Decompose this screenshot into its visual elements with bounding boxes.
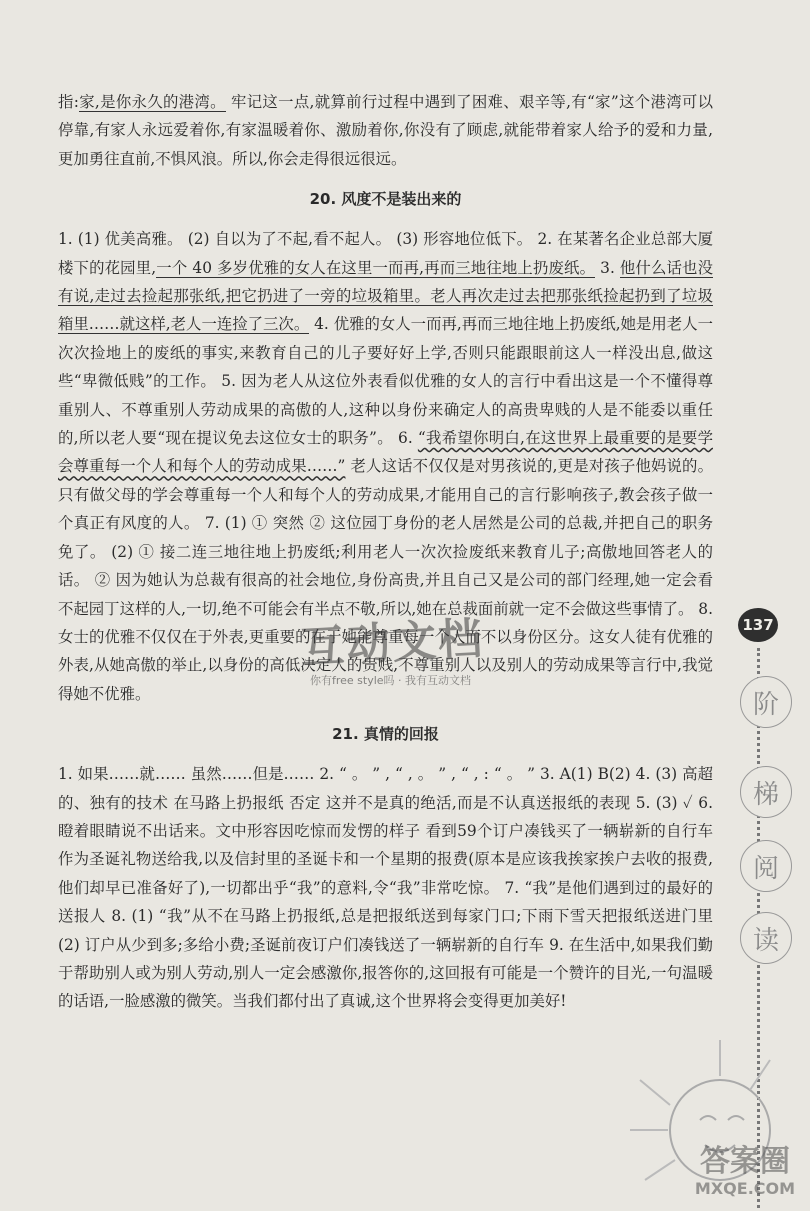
page-body (58, 88, 713, 1016)
intro-rest: 牢记这一点,就算前行过程中遇到了困难、艰辛等,有“家”这个港湾可以停靠,有家人永远爱着你,有家温暖着你、激励着你,你没有了顾虑,就能带着家人给予的爱和力量,更加勇往直前,不惧风浪。所以,你会走得很远很远。 (58, 93, 714, 168)
side-label-2: 梯 (740, 766, 792, 818)
intro-prefix: 指: (58, 93, 79, 111)
s20-underline-2: 他什么话也没有说,走过去捡起那张纸,把它扔进了一旁的垃圾箱里。老人再次走过去把那张纸捡起扔到了垃圾箱里……就这样,老人一连捡了三次。 (58, 258, 713, 334)
watermark: 互动文档 (299, 613, 486, 674)
s20-underline-1: 一个 40 多岁优雅的女人在这里一而再,再而三地往地上扔废纸。 (156, 258, 596, 277)
page-number: 137 (738, 608, 778, 642)
side-label-3: 阅 (740, 840, 792, 892)
watermark-caption: 你有free style吗 · 我有互动文档 (310, 674, 472, 687)
s20-part-1: 1. (1) 优美高雅。 (2) 自以为了不起,看不起人。 (3) 形容地位低下。 2. 在某著名企业总部大厦楼下的花园里, (58, 230, 713, 277)
intro-underlined: 家,是你永久的港湾。 (78, 93, 226, 111)
section-21-title: 21. 真情的回报 (332, 725, 439, 744)
corner-logo-text: 答案圈 (700, 1144, 790, 1179)
side-label-1: 阶 (740, 676, 792, 728)
section-21-answers: 1. 如果……就…… 虽然……但是…… 2. “ 。 ” , “ , 。 ” , “ , : “ 。 ” 3. A(1) B(2) 4. (3) 高超的、独有的技术 在马路上扔报纸 否定 这并不是真的绝活,而是不认真送报纸的表现 5. (3) ✓ 6. 瞪着眼睛说不出话来。文中形容因吃惊而发愣的样子 看到59个订户凑钱买了一辆崭新的自行车作为圣诞礼物送给我,以及信封里的圣诞卡和一个星期的报费(原本是应该我挨家挨户去收的报费,他们却早已准备好了),一切都出乎“我”的意料,令“我”非常吃惊。 7. “我”是他们遇到过的最好的送报人 8. (1) “我”从不在马路上扔报纸,总是把报纸送到每家门口;下雨下雪天把报纸送进门里 (2) 订户从少到多;多给小费;圣诞前夜订户们凑钱送了一辆崭新的自行车 9. 在生活中,如果我们勤于帮助别人或为别人劳动,别人一定会感激你,报答你的,这回报有可能是一个赞许的目光,一句温暖的话语,一脸感激的微笑。当我们都付出了真诚,这个世界将会变得更加美好! (58, 765, 713, 1011)
s20-part-4: 老人这话不仅仅是对男孩说的,更是对孩子他妈说的。只有做父母的学会尊重每一个人和每个人的劳动成果,才能用自己的言行影响孩子,教会孩子做一个真正有风度的人。 7. (1) ① 突然 ② 这位园丁身份的老人居然是公司的总裁,并把自己的职务免了。 (2) ① 接二连三地往地上扔废纸;利用老人一次次捡废纸来教育儿子;高傲地回答老人的话。 ② 因为她认为总裁有很高的社会地位,身份高贵,并且自己又是公司的部门经理,她一定会看不起园丁这样的人,一切,绝不可能会有半点不敬,所以,她在总裁面前就一定不会做这些事情了。 8. 女士的优雅不仅仅在于外表,更重要的在于她能尊重每一个人而不以身份区分。这女人徒有优雅的外表,从她高傲的举止,以身份的高低决定人的贵贱,不尊重别人以及别人的劳动成果等言行中,我觉得她不优雅。 (58, 457, 713, 703)
s20-part-2: 3. (595, 258, 620, 277)
side-label-4: 读 (740, 912, 792, 964)
corner-logo-url: MXQE.COM (694, 1179, 796, 1198)
corner-logo (690, 1145, 800, 1205)
intro-paragraph (58, 88, 713, 173)
section-20-title: 20. 风度不是装出来的 (309, 190, 462, 209)
s20-wavy-quote: “我希望你明白,在这世界上最重要的是要学会尊重每一个人和每个人的劳动成果……” (58, 429, 713, 476)
s20-part-3: 4. 优雅的女人一而再,再而三地往地上扔废纸,她是用老人一次次捡地上的废纸的事实,来教育自己的儿子要好好上学,否则只能跟眼前这人一样没出息,做这些“卑微低贱”的工作。 5. 因为老人从这位外表看似优雅的女人的言行中看出这是一个不懂得尊重别人、不尊重别人劳动成果的高傲的人,这种以身份来确定人的高贵卑贱的人是不能委以重任的,所以老人要“现在提议免去这位女士的职务”。 6. (58, 315, 713, 448)
